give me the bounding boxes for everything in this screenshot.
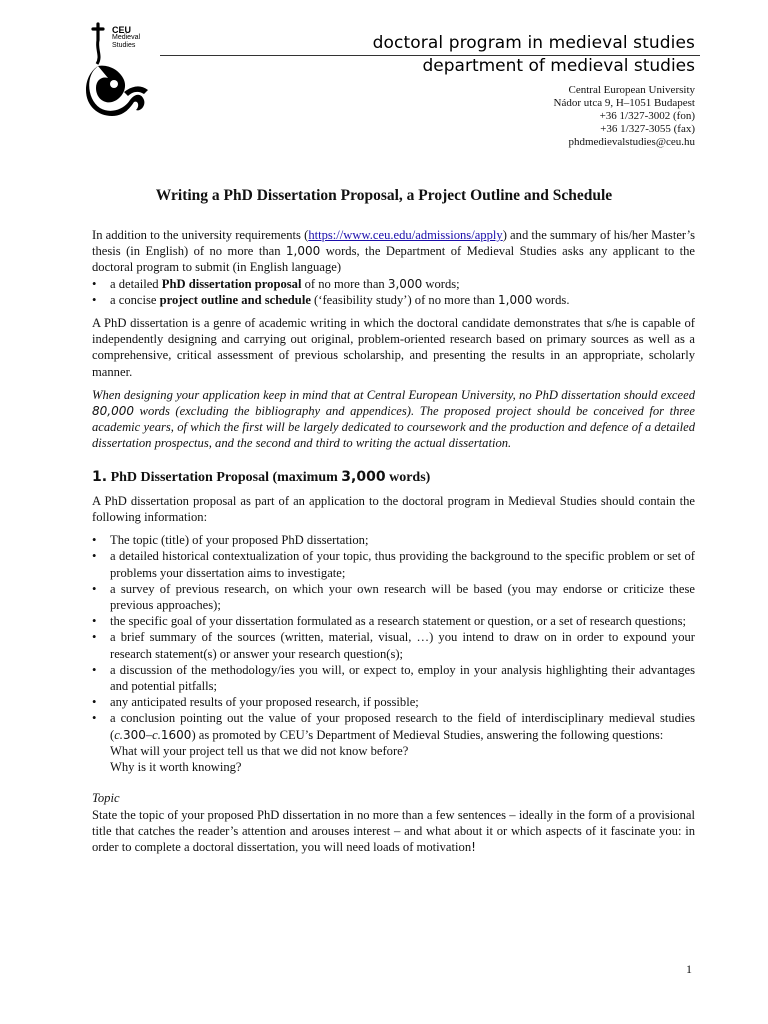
year-start: 300 bbox=[122, 727, 146, 742]
address-line-university: Central European University bbox=[568, 84, 695, 96]
logo-studies: Studies bbox=[112, 42, 136, 49]
list-item-text: a conclusion pointing out the value of your proposed research to the field of interdisciplinary medieval studies ( bbox=[110, 711, 695, 742]
topic-heading: Topic bbox=[92, 791, 120, 806]
list-item-bold: project outline and schedule bbox=[159, 292, 311, 307]
document-body bbox=[92, 227, 695, 855]
list-item: • the specific goal of your dissertation formulated as a research statement or question, or a set of research questions; bbox=[92, 613, 695, 629]
list-item: • a brief summary of the sources (written, material, visual, …) you intend to draw on in order to expound your research statement(s) or answer your research question(s); bbox=[92, 629, 695, 661]
circa-abbrev: c. bbox=[114, 727, 123, 742]
address-line-email: phdmedievalstudies@ceu.hu bbox=[568, 136, 695, 148]
section-1-heading bbox=[92, 469, 695, 486]
list-item-text: a concise bbox=[110, 292, 160, 307]
list-item-text: (‘feasibility study’) of no more than bbox=[310, 292, 499, 307]
list-item bbox=[92, 710, 695, 775]
list-item: • a detailed historical contextualization of your topic, thus providing the background to the specific problem or set of problems your dissertation aims to investigate; bbox=[92, 548, 695, 580]
proposal-contents-list bbox=[92, 532, 695, 775]
list-item-text: words. bbox=[532, 292, 570, 307]
section-1-intro: A PhD dissertation proposal as part of an application to the doctoral program in Medieval Studies should contain the following information: bbox=[92, 493, 695, 525]
department-title: department of medieval studies bbox=[422, 56, 695, 76]
admissions-link[interactable]: https://www.ceu.edu/admissions/apply bbox=[308, 228, 503, 242]
document-title: Writing a PhD Dissertation Proposal, a Project Outline and Schedule bbox=[155, 187, 613, 204]
list-item-text: of no more than bbox=[301, 276, 388, 291]
list-item: • a survey of previous research, on which your own research will be based (you may endorse or criticize these previous approaches); bbox=[92, 581, 695, 613]
logo-medieval: Medieval bbox=[112, 34, 141, 41]
italic-note-b: words (excluding the bibliography and appendices). The proposed project should be conceived for three academic years, of which the first will be largely dedicated to coursework and the production and defence of a detailed dissertation prospectus, and the second and third to writing the actual dissertation. bbox=[92, 404, 695, 451]
section-1-heading-a: PhD Dissertation Proposal (maximum bbox=[107, 469, 342, 485]
program-title: doctoral program in medieval studies bbox=[372, 33, 695, 53]
page-number: 1 bbox=[686, 962, 692, 976]
address-line-fax: +36 1/327-3055 (fax) bbox=[600, 123, 695, 135]
ceu-logo bbox=[84, 20, 154, 120]
intro-paragraph bbox=[92, 227, 695, 276]
circa-abbrev: c. bbox=[152, 727, 161, 742]
year-end: 1600 bbox=[160, 727, 192, 742]
topic-exclamation: ! bbox=[471, 839, 476, 854]
address-line-street: Nádor utca 9, H–1051 Budapest bbox=[553, 97, 695, 109]
list-item-text: ) as promoted by CEU’s Department of Medieval Studies, answering the following questions: bbox=[191, 727, 664, 742]
question-1: What will your project tell us that we did not know before? bbox=[110, 743, 409, 758]
list-item: • The topic (title) of your proposed PhD dissertation; bbox=[92, 532, 695, 548]
list-item-bold: PhD dissertation proposal bbox=[161, 276, 302, 291]
list-item bbox=[92, 276, 695, 292]
intro-text-c: words, the Department of Medieval Studies asks any applicant to the doctoral program to submit (in English language) bbox=[92, 244, 695, 275]
logo-ceu: CEU bbox=[112, 25, 132, 35]
italic-note-number: 80,000 bbox=[92, 404, 134, 419]
list-item-number: 1,000 bbox=[498, 292, 533, 307]
intro-text-a: In addition to the university requirements ( bbox=[92, 228, 309, 242]
topic-paragraph bbox=[92, 807, 695, 856]
section-1-number: 1. bbox=[92, 468, 108, 485]
address-line-phone: +36 1/327-3002 (fon) bbox=[599, 110, 695, 122]
topic-text: State the topic of your proposed PhD dissertation in no more than a few sentences – ideally in the form of a provisional title that catches the reader’s attention and arouses interest – and what about it or which aspects of it fascinate you: in order to complete a doctoral dissertation, you will need loads of motivation bbox=[92, 807, 695, 854]
italic-note-a: When designing your application keep in mind that at Central European University, no PhD dissertation should exceed bbox=[92, 387, 695, 402]
logo-text bbox=[112, 26, 140, 50]
intro-word-limit: 1,000 bbox=[285, 244, 321, 259]
section-1-heading-b: words) bbox=[385, 469, 431, 485]
intro-text-b: ) and the summary of his/her Master’s thesis (in English) of no more than bbox=[92, 228, 695, 259]
requirements-list bbox=[92, 276, 695, 308]
list-item-text: words; bbox=[422, 276, 460, 291]
genre-paragraph: A PhD dissertation is a genre of academic writing in which the doctoral candidate demonstrates that s/he is capable of independently designing and carrying out original, problem-oriented research based on primary sources as well as a comprehensive, critical assessment of previous scholarship, and presenting the results in an appropriate, scholarly manner. bbox=[92, 316, 695, 379]
address-block bbox=[554, 84, 695, 149]
year-dash: – bbox=[145, 727, 153, 742]
italic-note bbox=[92, 387, 695, 452]
question-2: Why is it worth knowing? bbox=[110, 760, 242, 775]
list-item-text: a detailed bbox=[110, 276, 162, 291]
list-item: • any anticipated results of your proposed research, if possible; bbox=[92, 694, 695, 710]
list-item bbox=[92, 292, 695, 308]
section-1-heading-number: 3,000 bbox=[341, 468, 386, 485]
questions-block bbox=[110, 743, 695, 775]
list-item: • a discussion of the methodology/ies you will, or expect to, employ in your analysis highlighting their advantages and potential pitfalls; bbox=[92, 662, 695, 694]
list-item-number: 3,000 bbox=[387, 276, 423, 291]
